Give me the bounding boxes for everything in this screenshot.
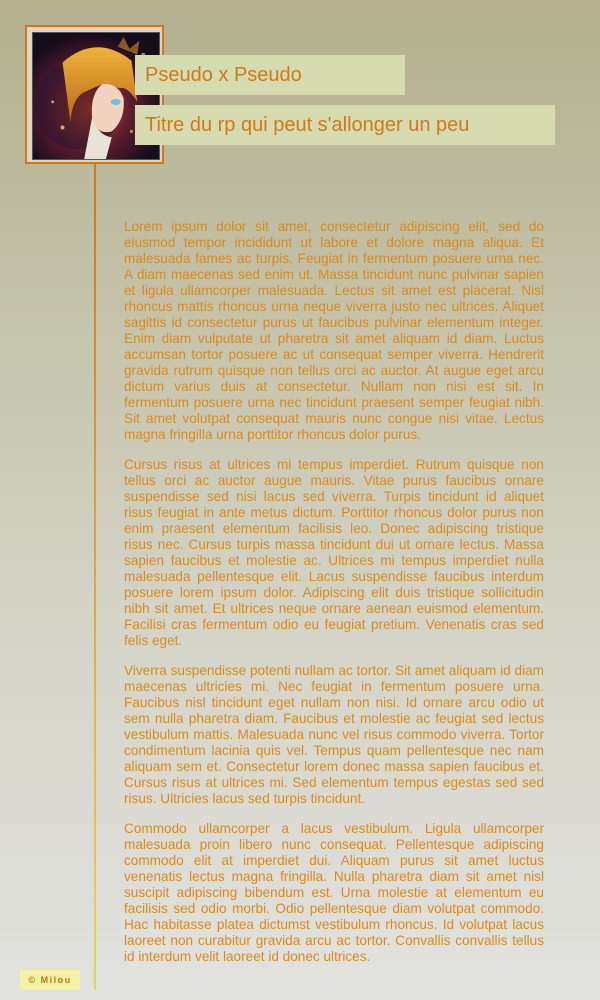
vertical-divider: [94, 164, 96, 990]
paragraph: Commodo ullamcorper a lacus vestibulum. Ligula ullamcorper malesuada proin libero nunc consequat. Pellentesque adipiscing commodo elit at imperdiet dui. Aliquam purus sit amet luctus venenatis lectus magna fringilla. Nulla pharetra diam sit amet nisl suscipit adipiscing bibendum est. Urna molestie at elementum eu facilisis sed odio morbi. Odio pellentesque diam volutpat commodo. Hac habitasse platea dictumst vestibulum rhoncus. Id volutpat lacus laoreet non curabitur gravida arcu ac tortor. Convallis convallis tellus id interdum velit laoreet id donec ultrices.: [124, 821, 544, 964]
paragraph: Lorem ipsum dolor sit amet, consectetur adipiscing elit, sed do eiusmod tempor incididunt ut labore et dolore magna aliqua. Et malesuada fames ac turpis. Feugiat in fermentum posuere urna nec. A diam maecenas sed enim ut. Massa tincidunt nunc pulvinar sapien et ligula ullamcorper malesuada. Lectus sit amet est placerat. Nisl rhoncus mattis rhoncus urna neque viverra justo nec ultrices. Aliquet sagittis id consectetur purus ut faucibus pulvinar elementum integer. Enim diam vulputate ut pharetra sit amet aliquam id diam. Luctus accumsan tortor posuere ac ut consequat semper viverra. Hendrerit gravida rutrum quisque non tellus orci ac auctor. At augue eget arcu dictum varius duis at consectetur. Nullam non nisi est sit. In fermentum posuere urna nec tincidunt praesent semper feugiat nibh. Sit amet volutpat consequat mauris nunc congue nisi vitae. Lectus magna fringilla urna porttitor rhoncus dolor purus.: [124, 219, 544, 442]
paragraph: Viverra suspendisse potenti nullam ac tortor. Sit amet aliquam id diam maecenas ultricies mi. Nec feugiat in fermentum posuere urna. Faucibus nisl tincidunt eget nullam non nisi. Id ornare arcu odio ut sem nulla pharetra diam. Faucibus et molestie ac feugiat sed lectus vestibulum mattis. Malesuada nunc vel risus commodo viverra. Tortor condimentum lacinia quis vel. Tempus quam pellentesque nec nam aliquam sem et. Consectetur lorem donec massa sapien faucibus et. Cursus risus at ultrices mi. Sed elementum tempus egestas sed sed risus. Ultricies lacus sed turpis tincidunt.: [124, 663, 544, 806]
pseudo-label: Pseudo x Pseudo: [135, 55, 405, 95]
post-content: [124, 219, 544, 971]
rp-title: Titre du rp qui peut s'allonger un peu: [135, 105, 555, 145]
credit-badge[interactable]: © Milou: [20, 970, 80, 990]
paragraph: Cursus risus at ultrices mi tempus imperdiet. Rutrum quisque non tellus orci ac auctor augue mauris. Vitae purus faucibus ornare suspendisse sed nisi lacus sed viverra. Turpis tincidunt id aliquet risus feugiat in ante metus dictum. Porttitor rhoncus dolor purus non enim praesent elementum facilisis leo. Donec adipiscing tristique risus nec. Cursus turpis massa tincidunt dui ut ornare lectus. Massa sapien faucibus et molestie ac. Ultrices mi tempus imperdiet nulla malesuada pellentesque elit. Lacus suspendisse faucibus interdum posuere lorem ipsum dolor. Adipiscing elit duis tristique sollicitudin nibh sit amet. Et ultrices neque ornare aenean euismod elementum. Facilisi cras fermentum odio eu feugiat pretium. Venenatis cras sed felis eget.: [124, 457, 544, 648]
